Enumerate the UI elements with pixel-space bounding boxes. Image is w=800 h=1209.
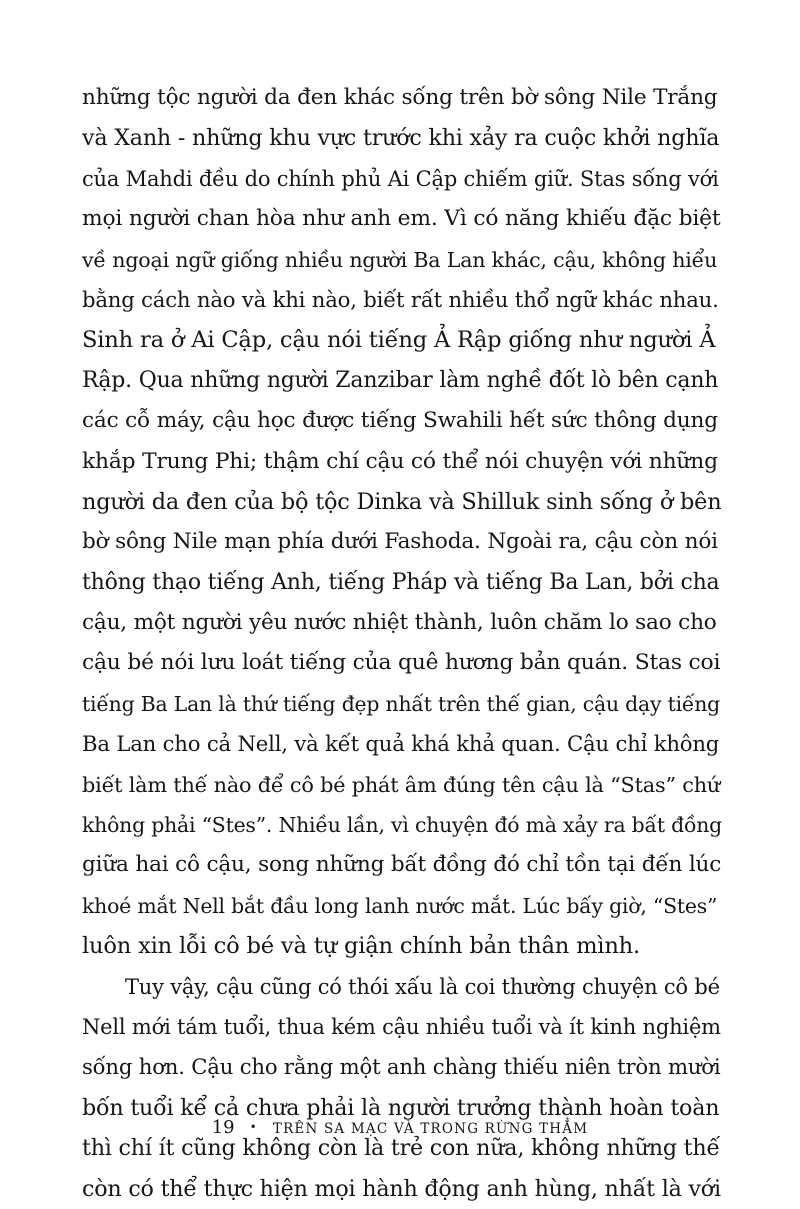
text-line: mọi người chan hòa như anh em. Vì có năng khiếu đặc biệt xyxy=(82,206,721,232)
text-line: thì chí ít cũng không còn là trẻ con nữa, không những thế xyxy=(82,1135,720,1162)
text-line: về ngoại ngữ giống nhiều người Ba Lan khác, cậu, không hiểu xyxy=(82,247,718,272)
text-line: biết làm thế nào để cô bé phát âm đúng tên cậu là “Stas” chứ xyxy=(82,772,721,797)
text-line: không phải “Stes”. Nhiều lần, vì chuyện đó mà xảy ra bất đồng xyxy=(82,813,723,838)
text-line: các cỗ máy, cậu học được tiếng Swahili hết sức thông dụng xyxy=(82,408,718,434)
paragraph xyxy=(82,967,722,1209)
text-line: giữa hai cô cậu, song những bất đồng đó chỉ tồn tại đến lúc xyxy=(82,852,722,878)
text-line: bằng cách nào và khi nào, biết rất nhiều thổ ngữ khác nhau. xyxy=(82,286,719,312)
text-line: luôn xin lỗi cô bé và tự giận chính bản thân mình. xyxy=(82,933,640,960)
text-line: khắp Trung Phi; thậm chí cậu có thể nói chuyện với những xyxy=(82,448,718,474)
text-line: khoé mắt Nell bắt đầu long lanh nước mắt. Lúc bấy giờ, “Stes” xyxy=(82,893,718,918)
text-line: thông thạo tiếng Anh, tiếng Pháp và tiếng Ba Lan, bởi cha xyxy=(82,569,720,595)
text-line: Sinh ra ở Ai Cập, cậu nói tiếng Ả Rập giống như người Ả xyxy=(82,327,716,354)
text-line: sống hơn. Cậu cho rằng một anh chàng thiếu niên tròn mười xyxy=(82,1054,721,1080)
text-line: Ba Lan cho cả Nell, và kết quả khá khả quan. Cậu chỉ không xyxy=(82,731,720,757)
text-line: Tuy vậy, cậu cũng có thói xấu là coi thường chuyện cô bé xyxy=(125,974,720,999)
text-line: những tộc người da đen khác sống trên bờ sông Nile Trắng xyxy=(82,85,718,110)
paragraph xyxy=(82,78,722,967)
text-line: và Xanh - những khu vực trước khi xảy ra cuộc khởi nghĩa xyxy=(82,125,720,152)
footer-separator: • xyxy=(249,1120,258,1134)
text-line: người da đen của bộ tộc Dinka và Shilluk sinh sống ở bên xyxy=(82,488,722,515)
running-title: TRÊN SA MẠC VÀ TRONG RỪNG THẲM xyxy=(272,1121,589,1137)
text-line: bờ sông Nile mạn phía dưới Fashoda. Ngoài ra, cậu còn nói xyxy=(82,529,718,555)
text-line: bốn tuổi kể cả chưa phải là người trưởng thành hoàn toàn xyxy=(82,1094,720,1121)
text-line: cậu bé nói lưu loát tiếng của quê hương bản quán. Stas coi xyxy=(82,650,721,676)
text-line: Rập. Qua những người Zanzibar làm nghề đốt lò bên cạnh xyxy=(82,367,719,393)
text-line: cậu, một người yêu nước nhiệt thành, luôn chăm lo sao cho xyxy=(82,610,717,636)
text-line: Nell mới tám tuổi, thua kém cậu nhiều tuổi và ít kinh nghiệm xyxy=(82,1014,721,1039)
page-footer xyxy=(0,1118,800,1139)
body-text xyxy=(82,78,722,1209)
text-line: còn có thể thực hiện mọi hành động anh hùng, nhất là với xyxy=(82,1175,721,1202)
text-line: của Mahdi đều do chính phủ Ai Cập chiếm giữ. Stas sống với xyxy=(82,166,719,191)
page-number: 19 xyxy=(211,1117,235,1138)
text-line: tiếng Ba Lan là thứ tiếng đẹp nhất trên thế gian, cậu dạy tiếng xyxy=(82,691,721,716)
